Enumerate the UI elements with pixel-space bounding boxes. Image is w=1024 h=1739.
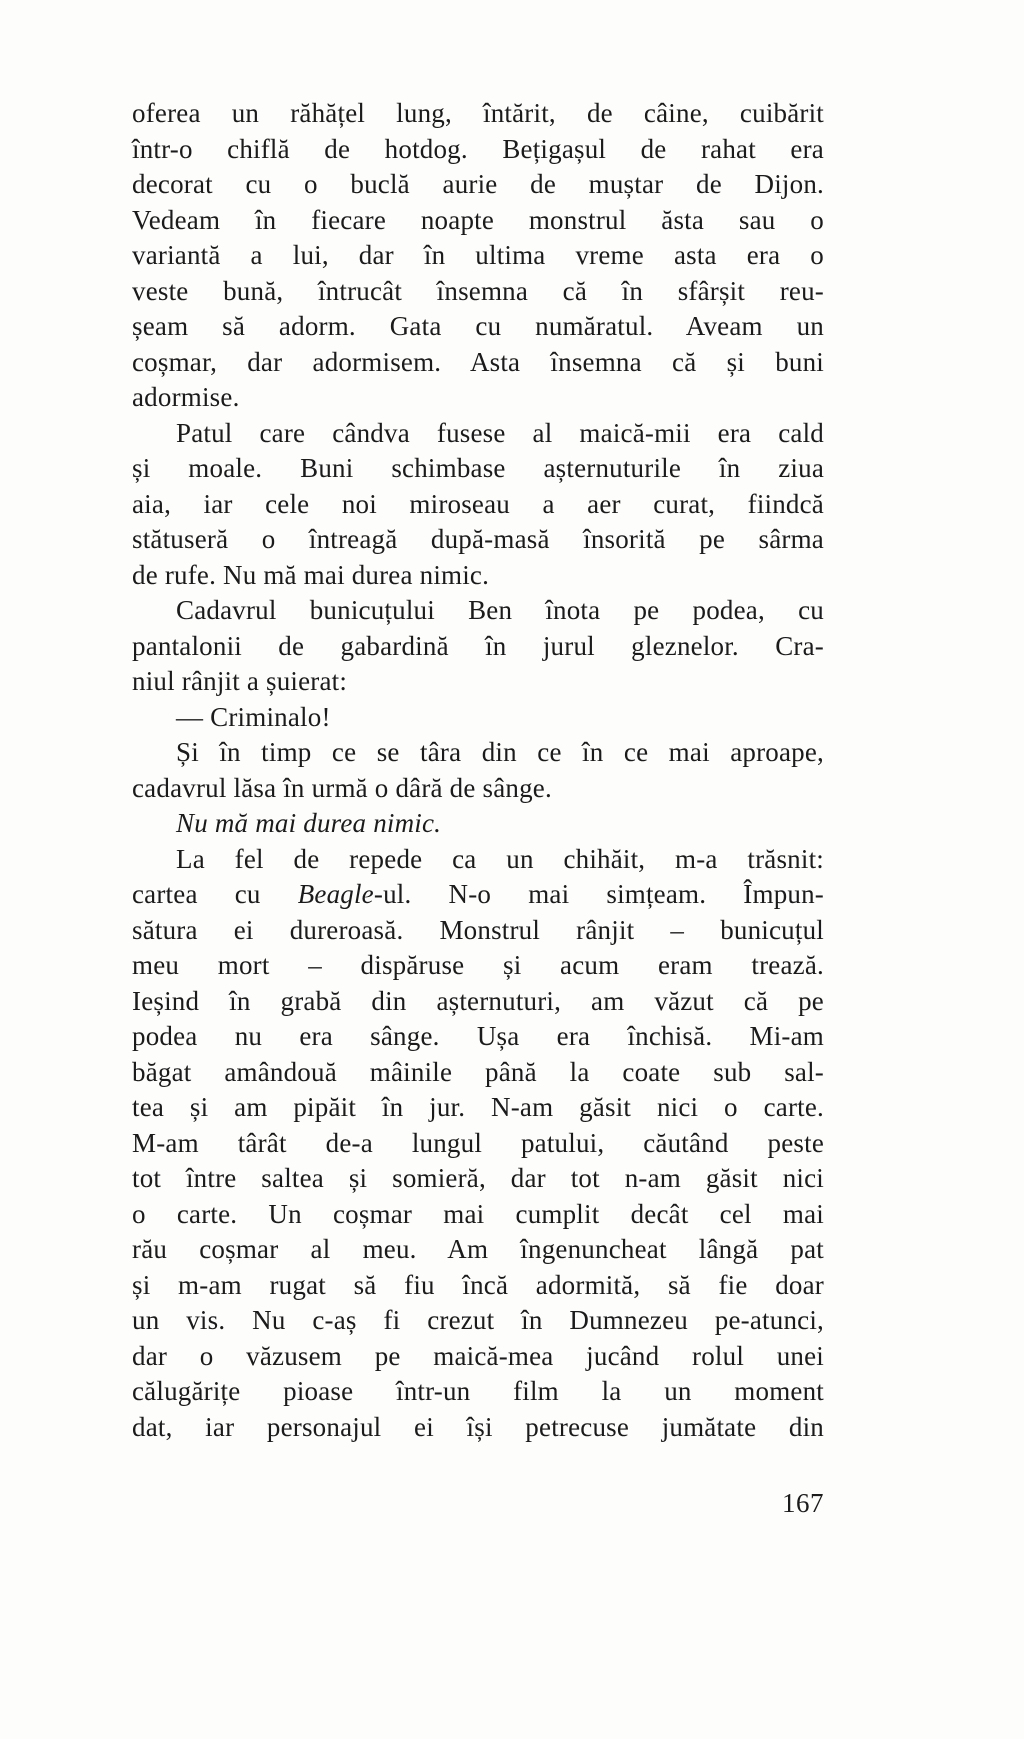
text-line: Nu mă mai durea nimic. <box>176 808 442 838</box>
text-line: variantă a lui, dar în ultima vreme asta era o <box>132 240 824 270</box>
text-line: într-o chiflă de hotdog. Bețigașul de rahat era <box>132 133 824 164</box>
text-line: oferea un răhățel lung, întărit, de câine, cuibărit <box>132 98 824 128</box>
text-line: călugărițe pioase într-un film la un moment <box>132 1376 824 1406</box>
text-line: decorat cu o buclă aurie de muștar de Dijon. <box>132 169 824 199</box>
text-line: niul rânjit a șuierat: <box>132 666 348 696</box>
text-line: Vedeam în fiecare noapte monstrul ăsta sau o <box>132 204 824 235</box>
text-line: aia, iar cele noi miroseau a aer curat, fiindcă <box>132 488 824 519</box>
paragraph <box>132 96 824 416</box>
paragraph <box>132 735 824 806</box>
text-line: Și în timp ce se târa din ce în ce mai aproape, <box>176 737 824 767</box>
text-block <box>132 96 824 1445</box>
text-line: meu mort – dispăruse și acum eram trează. <box>132 950 824 980</box>
paragraph <box>132 700 824 736</box>
text-line: dar o văzusem pe maică-mea jucând rolul unei <box>132 1340 824 1371</box>
text-line: M-am târât de-a lungul patului, căutând peste <box>132 1127 824 1158</box>
text-line: și moale. Buni schimbase așternuturile în ziua <box>132 453 824 483</box>
text-line: stătuseră o întreagă după-masă însorită pe sârma <box>132 524 824 554</box>
text-line: dat, iar personajul ei își petrecuse jumătate din <box>132 1411 824 1442</box>
text-line: șeam să adorm. Gata cu număratul. Aveam un <box>132 311 824 341</box>
text-line: podea nu era sânge. Ușa era închisă. Mi-am <box>132 1021 824 1051</box>
text-line: La fel de repede ca un chihăit, m-a trăsnit: <box>176 843 824 874</box>
paragraph <box>132 842 824 1446</box>
text-line: — Criminalo! <box>176 701 331 732</box>
text-line: veste bună, întrucât însemna că în sfârșit reu- <box>132 275 824 306</box>
text-line: pantalonii de gabardină în jurul gleznelor. Cra- <box>132 630 824 661</box>
text-line: și m-am rugat să fiu încă adormită, să fie doar <box>132 1269 824 1300</box>
paragraph <box>132 806 824 842</box>
text-line: tot între saltea și somieră, dar tot n-am găsit nici <box>132 1163 824 1193</box>
text-line: Ieșind în grabă din așternuturi, am văzut că pe <box>132 985 824 1016</box>
text-line: un vis. Nu c-aș fi crezut în Dumnezeu pe-atunci, <box>132 1305 824 1335</box>
text-line: Patul care cândva fusese al maică-mii era cald <box>176 417 824 448</box>
paragraph <box>132 593 824 700</box>
text-line: o carte. Un coșmar mai cumplit decât cel mai <box>132 1198 824 1229</box>
text-line: de rufe. Nu mă mai durea nimic. <box>132 559 490 590</box>
text-line: Cadavrul bunicuțului Ben înota pe podea, cu <box>176 595 824 625</box>
text-line: sătura ei dureroasă. Monstrul rânjit – bunicuțul <box>132 914 824 945</box>
text-line: cadavrul lăsa în urmă o dâră de sânge. <box>132 772 552 803</box>
paragraph <box>132 416 824 594</box>
text-line: cartea cu Beagle-ul. N-o mai simțeam. Împun- <box>132 879 824 909</box>
italic-text: Beagle <box>297 879 374 909</box>
page-number: 167 <box>782 1488 824 1518</box>
text-line: băgat amândouă mâinile până la coate sub sal- <box>132 1056 824 1087</box>
text-line: adormise. <box>132 382 240 412</box>
text-line: coșmar, dar adormisem. Asta însemna că și buni <box>132 346 824 377</box>
text-line: tea și am pipăit în jur. N-am găsit nici o carte. <box>132 1092 824 1122</box>
text-line: rău coșmar al meu. Am îngenuncheat lângă pat <box>132 1234 824 1264</box>
